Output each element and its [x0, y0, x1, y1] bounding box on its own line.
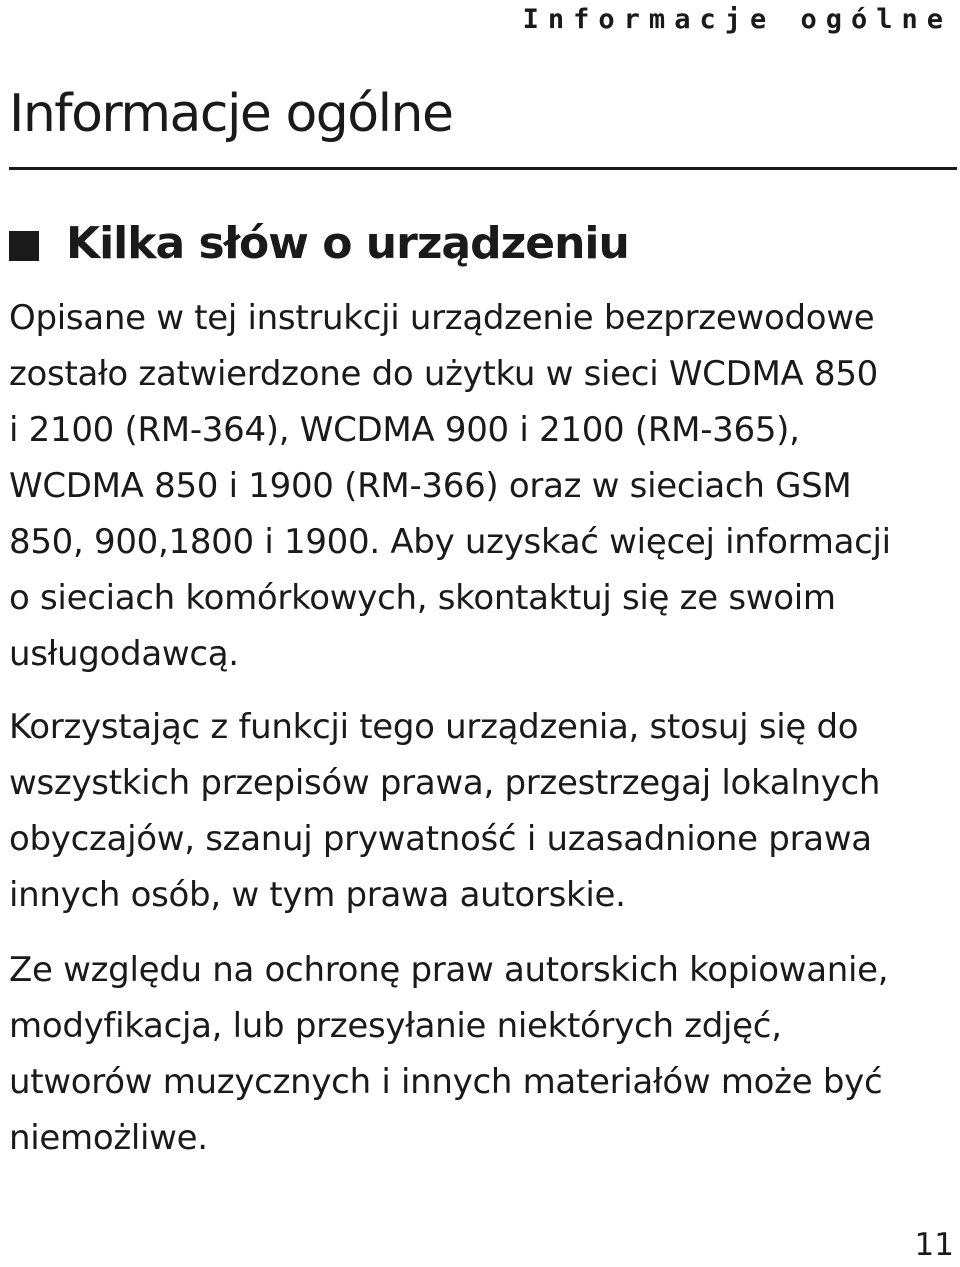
paragraph-legal-compliance [9, 699, 954, 923]
paragraph-line: WCDMA 850 i 1900 (RM-366) oraz w sieciach GSM [9, 466, 852, 506]
square-bullet-icon [9, 231, 39, 261]
paragraph-line: obyczajów, szanuj prywatność i uzasadnione prawa [9, 819, 872, 859]
paragraph-line: niemożliwe. [9, 1118, 208, 1158]
paragraph-line: usługodawcą. [9, 634, 239, 674]
chapter-title: Informacje ogólne [9, 84, 453, 144]
paragraph-line: 850, 900,1800 i 1900. Aby uzyskać więcej informacji [9, 522, 891, 562]
paragraph-device-approval [9, 290, 954, 682]
paragraph-line: i 2100 (RM-364), WCDMA 900 i 2100 (RM-365), [9, 410, 800, 450]
paragraph-line: wszystkich przepisów prawa, przestrzegaj lokalnych [9, 763, 881, 803]
paragraph-line: Opisane w tej instrukcji urządzenie bezprzewodowe [9, 298, 875, 338]
section-title: Kilka słów o urządzeniu [66, 218, 629, 269]
paragraph-line: zostało zatwierdzone do użytku w sieci WCDMA 850 [9, 354, 878, 394]
running-header: Informacje ogólne [522, 4, 952, 35]
paragraph-copyright-protection [9, 942, 954, 1166]
title-divider [9, 167, 957, 170]
paragraph-line: utworów muzycznych i innych materiałów może być [9, 1062, 883, 1102]
paragraph-line: modyfikacja, lub przesyłanie niektórych zdjęć, [9, 1006, 782, 1046]
paragraph-line: Ze względu na ochronę praw autorskich kopiowanie, [9, 950, 889, 990]
paragraph-line: innych osób, w tym prawa autorskie. [9, 875, 626, 915]
paragraph-line: Korzystając z funkcji tego urządzenia, stosuj się do [9, 707, 859, 747]
section-heading [9, 218, 629, 269]
page-number: 11 [914, 1227, 954, 1263]
paragraph-line: o sieciach komórkowych, skontaktuj się ze swoim [9, 578, 836, 618]
